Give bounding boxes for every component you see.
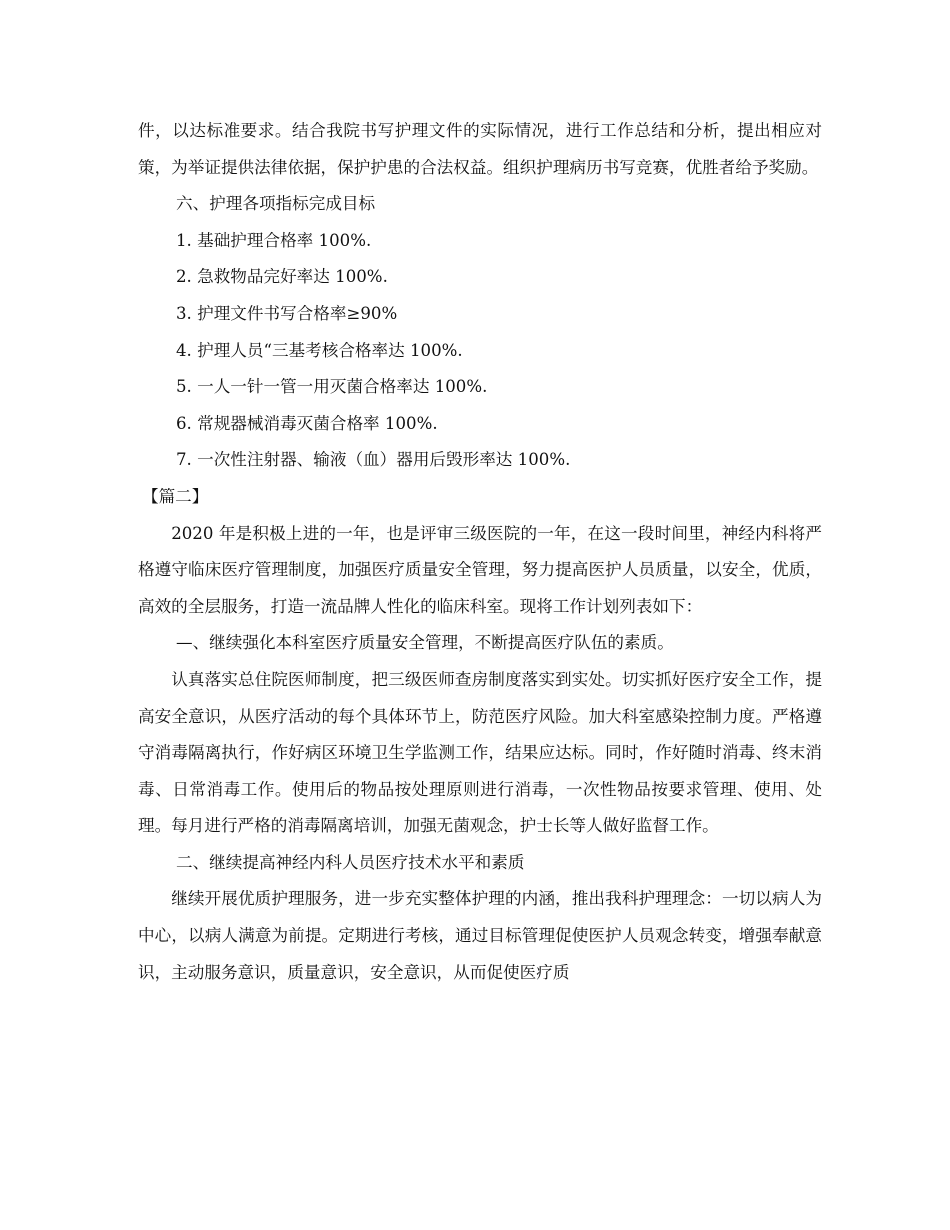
- target-item-5: 5. 一人一针一管一用灭菌合格率达 100%.: [176, 377, 488, 397]
- heading-two: 二、继续提高神经内科人员医疗技术水平和素质: [176, 852, 525, 872]
- document-body: [138, 113, 822, 991]
- target-item-4: 4. 护理人员“三基考核合格率达 100%.: [176, 340, 463, 360]
- section-six-heading: 六、护理各项指标完成目标: [176, 194, 376, 214]
- target-item-2: 2. 急救物品完好率达 100%.: [176, 267, 388, 287]
- target-item-7: 7. 一次性注射器、输液（血）器用后毁形率达 100%.: [176, 450, 571, 470]
- heading-one: —、继续强化本科室医疗质量安全管理，不断提高医疗队伍的素质。: [176, 633, 674, 653]
- paragraph-two: 继续开展优质护理服务，进一步充实整体护理的内涵，推出我科护理理念：一切以病人为中心，以病人满意为前提。定期进行考核，通过目标管理促使医护人员观念转变，增强奉献意识，主动服务意识，质量意识，安全意识，从而促使医疗质: [138, 889, 822, 982]
- part-two-label: 【篇二】: [142, 486, 209, 506]
- target-item-6: 6. 常规器械消毒灭菌合格率 100%.: [176, 413, 438, 433]
- continuation-paragraph: 件，以达标准要求。结合我院书写护理文件的实际情况，进行工作总结和分析，提出相应对策，为举证提供法律依据，保护护患的合法权益。组织护理病历书写竞赛，优胜者给予奖励。: [138, 121, 822, 177]
- paragraph-one: 认真落实总住院医师制度，把三级医师查房制度落实到实处。切实抓好医疗安全工作，提高安全意识，从医疗活动的每个具体环节上，防范医疗风险。加大科室感染控制力度。严格遵守消毒隔离执行，作好病区环境卫生学监测工作，结果应达标。同时，作好随时消毒、终末消毒、日常消毒工作。使用后的物品按处理原则进行消毒，一次性物品按要求管理、使用、处理。每月进行严格的消毒隔离培训，加强无菌观念，护士长等人做好监督工作。: [138, 669, 822, 836]
- target-item-1: 1. 基础护理合格率 100%.: [176, 230, 372, 250]
- target-item-3: 3. 护理文件书写合格率≥90%: [176, 303, 398, 323]
- intro-paragraph: 2020 年是积极上进的一年，也是评审三级医院的一年，在这一段时间里，神经内科将严格遵守临床医疗管理制度，加强医疗质量安全管理，努力提高医护人员质量，以安全，优质，高效的全层服务，打造一流品牌人性化的临床科室。现将工作计划列表如下：: [138, 523, 822, 616]
